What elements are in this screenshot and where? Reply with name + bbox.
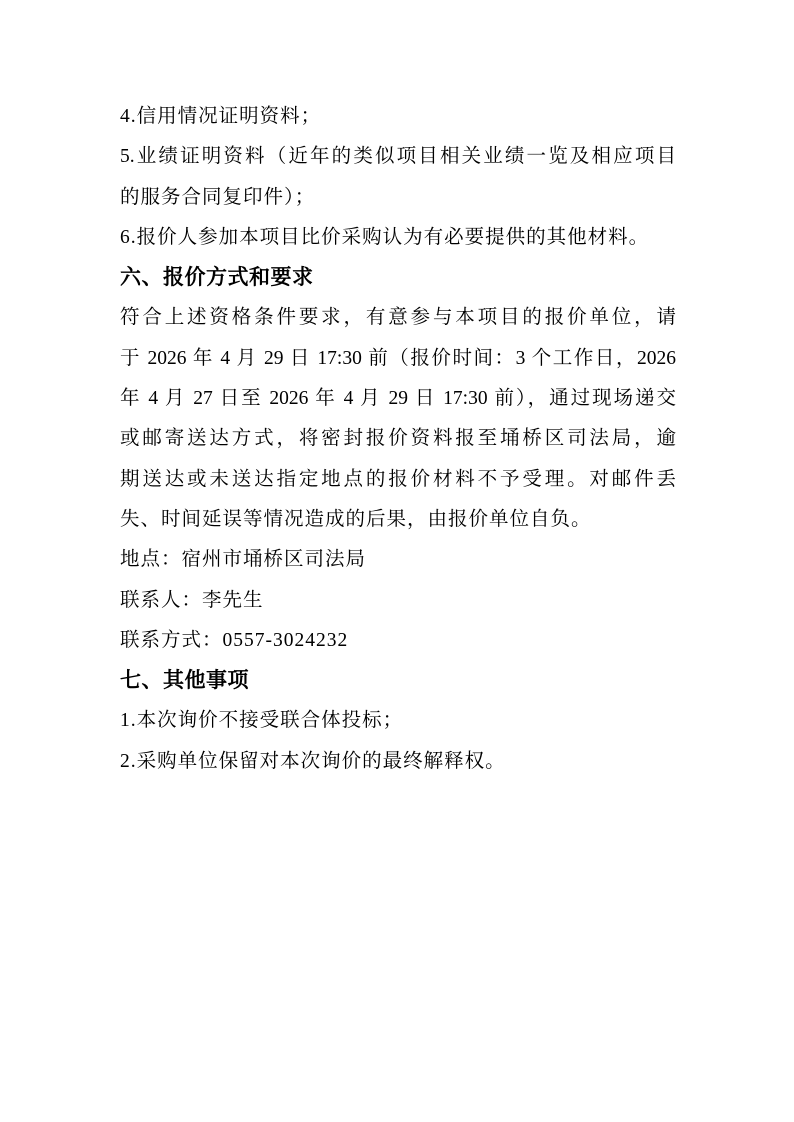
field-address: 地点：宿州市埇桥区司法局 [120,549,367,571]
paragraph-quote-line-4: 或邮寄送达方式，将密封报价资料报至埇桥区司法局，逾 [120,428,676,450]
list-item-6: 6.报价人参加本项目比价采购认为有必要提供的其他材料。 [120,226,650,248]
list-item-4: 4.信用情况证明资料； [120,106,322,127]
other-item-2: 2.采购单位保留对本次询价的最终解释权。 [120,750,506,772]
paragraph-quote-line-3: 年 4 月 27 日至 2026 年 4 月 29 日 17:30 前），通过现场递交 [120,388,676,410]
document-content [120,97,676,782]
other-item-1: 1.本次询价不接受联合体投标； [120,710,404,732]
paragraph-quote-line-1: 符合上述资格条件要求，有意参与本项目的报价单位，请 [120,307,676,329]
section-heading-other-items: 七、其他事项 [120,669,249,693]
paragraph-quote-line-5: 期送达或未送达指定地点的报价材料不予受理。对邮件丢 [120,468,676,490]
section-heading-quote-method: 六、报价方式和要求 [120,266,314,290]
list-item-5-line-2: 的服务合同复印件）； [120,186,316,208]
list-item-5-line-1: 5.业绩证明资料（近年的类似项目相关业绩一览及相应项目 [120,146,676,168]
field-contact-phone: 联系方式：0557-3024232 [120,629,349,651]
paragraph-quote-line-6: 失、时间延误等情况造成的后果，由报价单位自负。 [120,508,592,530]
field-contact-person: 联系人：李先生 [120,589,264,611]
paragraph-quote-line-2: 于 2026 年 4 月 29 日 17:30 前（报价时间：3 个工作日，2026 [120,347,676,369]
